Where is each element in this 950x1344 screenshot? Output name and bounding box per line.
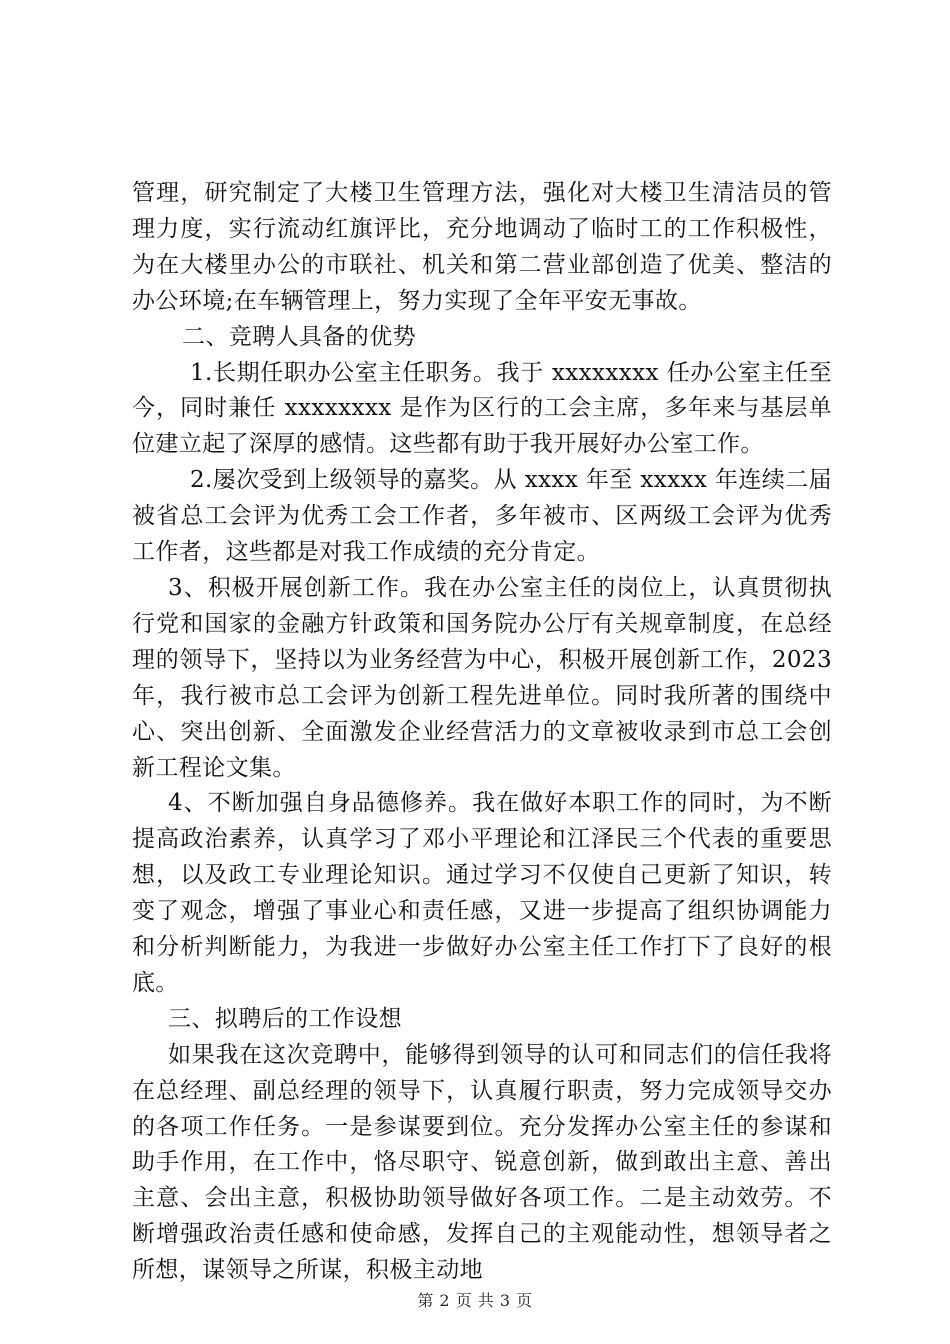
document-body [132, 176, 832, 1289]
paragraph-advantage-2: 2.屡次受到上级领导的嘉奖。从 xxxx 年至 xxxxx 年连续二届被省总工会评为优秀工会工作者，多年被市、区两级工会评为优秀工作者，这些都是对我工作成绩的充分肯定。 [132, 467, 832, 566]
page-footer: 第 2 页 共 3 页 [417, 1291, 533, 1310]
section-heading-work-plan: 三、拟聘后的工作设想 [168, 1005, 402, 1032]
paragraph-advantage-4: 4、不断加强自身品德修养。我在做好本职工作的同时，为不断提高政治素养，认真学习了邓小平理论和江泽民三个代表的重要思想，以及政工专业理论知识。通过学习不仅使自己更新了知识，转变了观念，增强了事业心和责任感，又进一步提高了组织协调能力和分析判断能力，为我进一步做好办公室主任工作打下了良好的根底。 [132, 790, 832, 996]
paragraph-management-continued: 管理，研究制定了大楼卫生管理方法，强化对大楼卫生清洁员的管理力度，实行流动红旗评比，充分地调动了临时工的工作积极性，为在大楼里办公的市联社、机关和第二营业部创造了优美、整洁的办公环境;在车辆管理上，努力实现了全年平安无事故。 [132, 180, 832, 314]
paragraph-advantage-1: 1.长期任职办公室主任职务。我于 xxxxxxxx 任办公室主任至今，同时兼任 xxxxxxxx 是作为区行的工会主席，多年来与基层单位建立起了深厚的感情。这些都有助于我开展好办公室工作。 [132, 359, 832, 458]
paragraph-advantage-3: 3、积极开展创新工作。我在办公室主任的岗位上，认真贯彻执行党和国家的金融方针政策和国务院办公厅有关规章制度，在总经理的领导下，坚持以为业务经营为中心，积极开展创新工作，2023 年，我行被市总工会评为创新工程先进单位。同时我所著的围绕中心、突出创新、全面激发企业经营活力的文章被收录到市总工会创新工程论文集。 [132, 574, 832, 781]
section-heading-advantages: 二、竞聘人具备的优势 [182, 323, 416, 350]
paragraph-work-plan: 如果我在这次竞聘中，能够得到领导的认可和同志们的信任我将在总经理、副总经理的领导下，认真履行职责，努力完成领导交办的各项工作任务。一是参谋要到位。充分发挥办公室主任的参谋和助手作用，在工作中，恪尽职守、锐意创新，做到敢出主意、善出主意、会出主意，积极协助领导做好各项工作。二是主动效劳。不断增强政治责任感和使命感，发挥自己的主观能动性，想领导者之所想，谋领导之所谋，积极主动地 [132, 1041, 832, 1284]
